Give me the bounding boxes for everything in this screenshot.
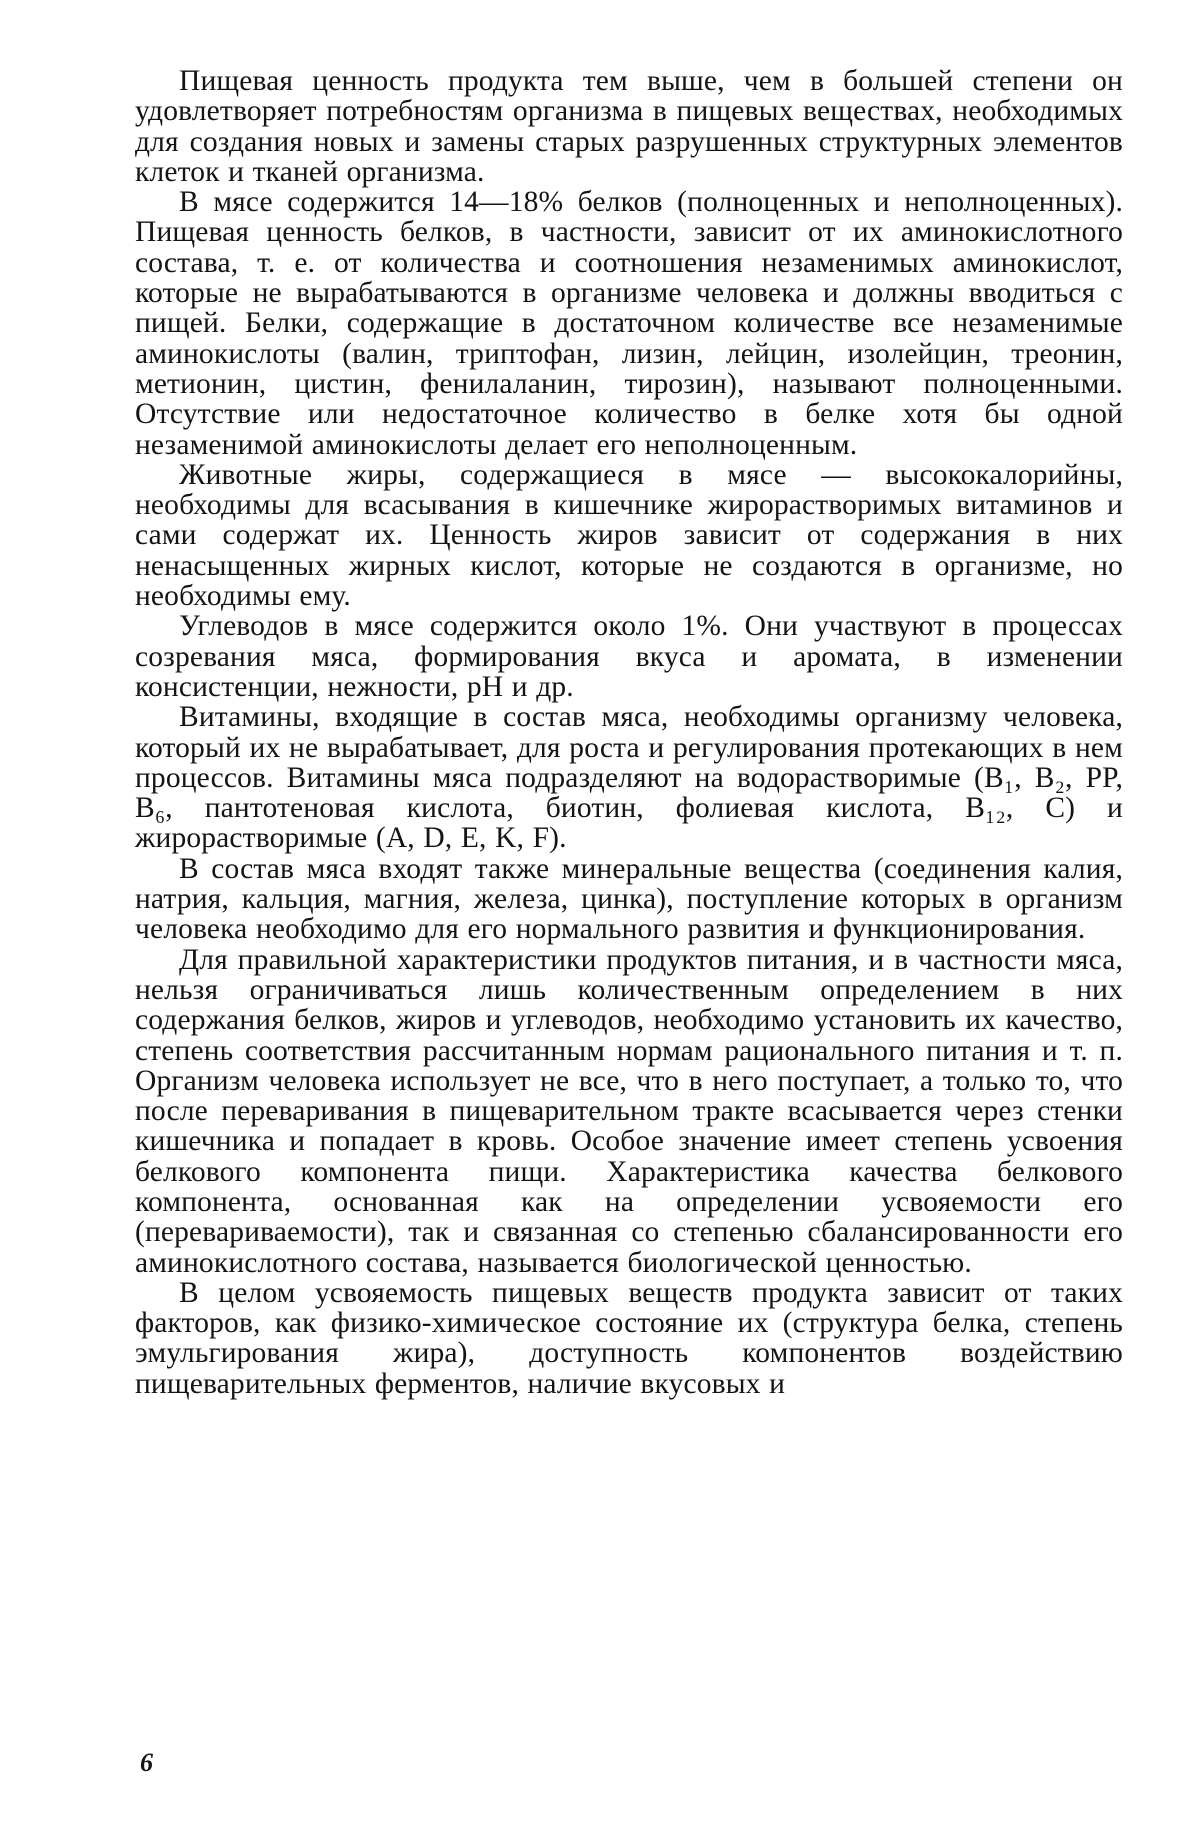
paragraph-biological-value: Для правильной характеристики продуктов питания, и в частности мяса, нельзя ограничиваться лишь количественным определением в них содержания белков, жиров и углеводов, необходимо установить их качество, степень соответствия рассчитанным нормам рационального питания и т. п. Организм человека использует не все, что в него поступает, а только то, что после переваривания в пищеварительном тракте всасывается через стенки кишечника и попадает в кровь. Особое значение имеет степень усвоения белкового компонента пищи. Характеристика качества белкового компонента, основанная как на определении усвояемости его (перевариваемости), так и связанная со степенью сбалансированности его аминокислотного состава, называется биологической ценностью. — [135, 943, 1123, 1279]
paragraph-fats: Животные жиры, содержащиеся в мясе — высококалорийны, необходимы для всасывания в кишечнике жирорастворимых витаминов и сами содержат их. Ценность жиров зависит от содержания в них ненасыщенных жирных кислот, которые не создаются в организме, но необходимы ему. — [135, 458, 1123, 613]
paragraph-nutritional-value: Пищевая ценность продукта тем выше, чем в большей степени он удовлетворяет потребностям организма в пищевых веществах, необходимых для создания новых и замены старых разрушенных структурных элементов клеток и тканей организма. — [135, 65, 1123, 188]
paragraph-digestibility: В целом усвояемость пищевых веществ продукта зависит от таких факторов, как физико-химическое состояние их (структура белка, степень эмульгирования жира), доступность компонентов воздействию пищеварительных ферментов, наличие вкусовых и — [135, 1276, 1123, 1400]
paragraph-proteins: В мясе содержится 14—18% белков (полноценных и неполноценных). Пищевая ценность белков, в частности, зависит от их аминокислотного состава, т. е. от количества и соотношения незаменимых аминокислот, которые не вырабатываются в организме человека и должны вводиться с пищей. Белки, содержащие в достаточном количестве все незаменимые аминокислоты (валин, триптофан, лизин, лейцин, изолейцин, треонин, метионин, цистин, фенилаланин, тирозин), называют полноценными. Отсутствие или недостаточное количество в белке хотя бы одной незаменимой аминокислоты делает его неполноценным. — [135, 186, 1123, 461]
body-text — [135, 66, 1123, 1399]
page-number: 6 — [140, 1748, 153, 1777]
paragraph-minerals: В состав мяса входят также минеральные вещества (соединения калия, натрия, кальция, магния, железа, цинка), поступление которых в организм человека необходимо для его нормального развития и функционирования. — [135, 852, 1123, 946]
paragraph-carbohydrates: Углеводов в мясе содержится около 1%. Они участвуют в процессах созревания мяса, формирования вкуса и аромата, в изменении консистенции, нежности, pH и др. — [135, 610, 1123, 703]
paragraph-vitamins: Витамины, входящие в состав мяса, необходимы организму человека, который их не вырабатывает, для роста и регулирования протекающих в нем процессов. Витамины мяса подразделяют на водорастворимые (B₁, B₂, PP, B₆, пантотеновая кислота, биотин, фолиевая кислота, B₁₂, C) и жирорастворимые (A, D, E, K, F). — [135, 701, 1123, 855]
